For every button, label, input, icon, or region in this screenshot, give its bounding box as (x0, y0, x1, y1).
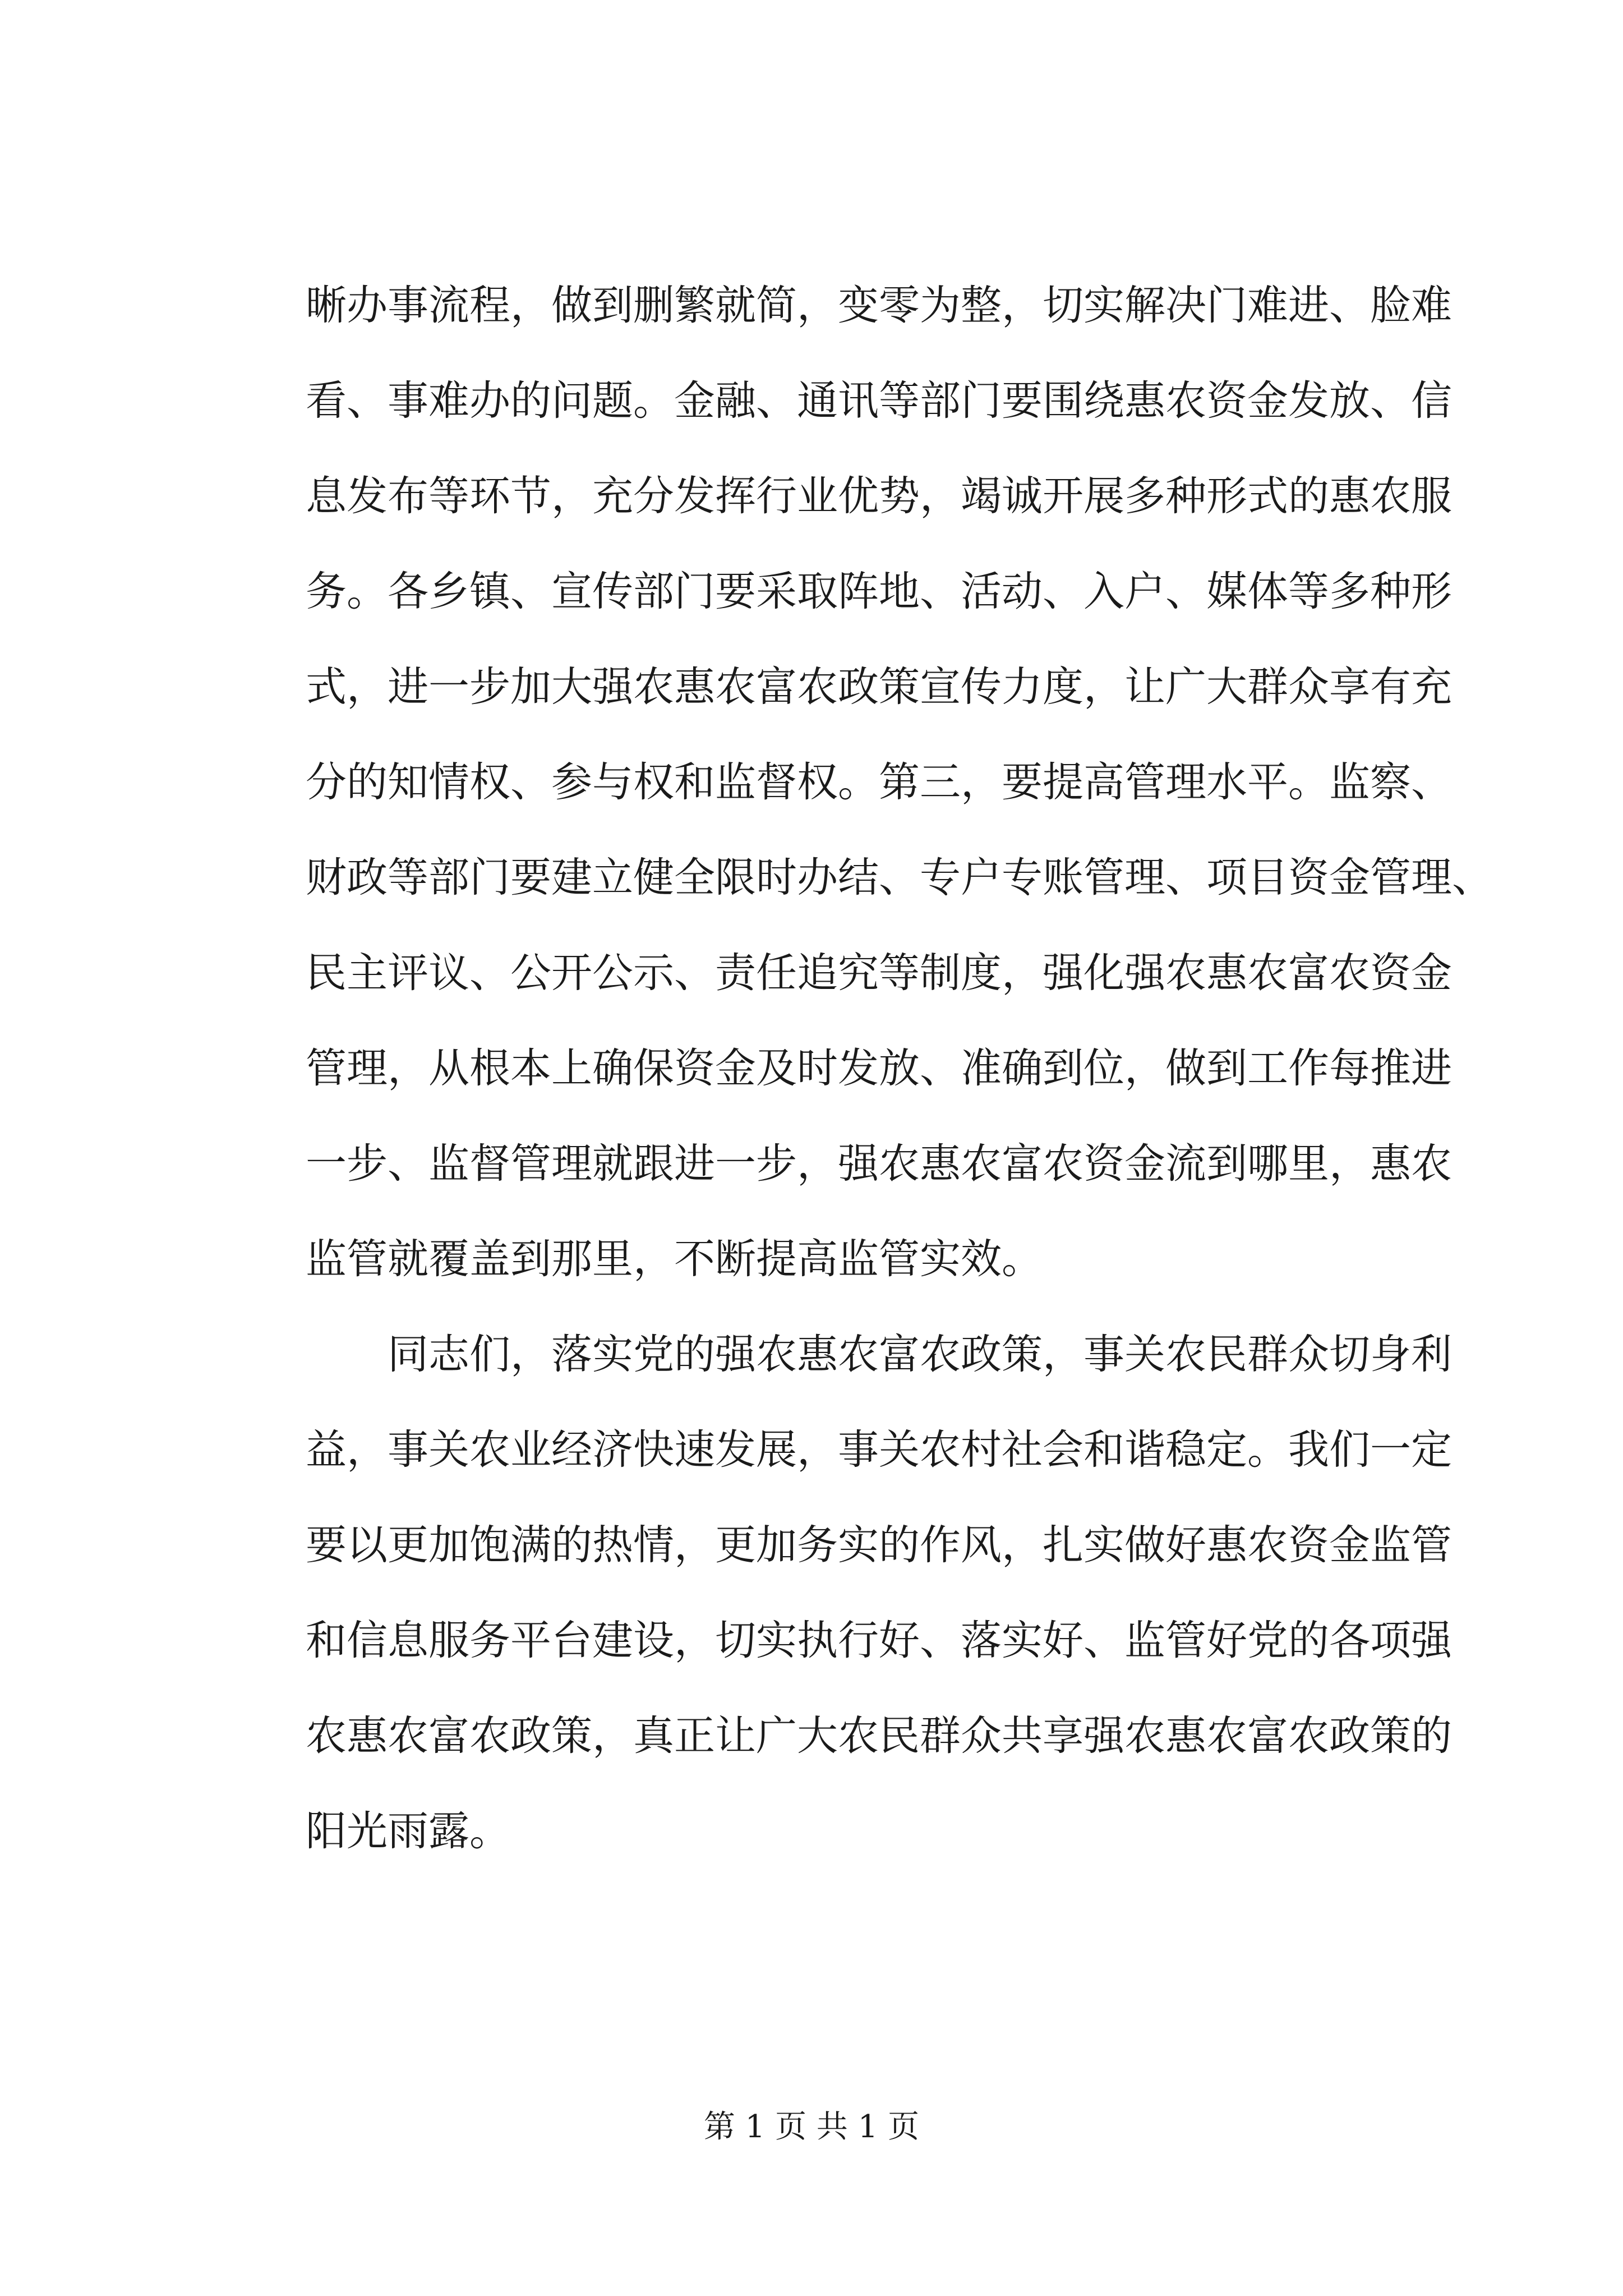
text-line: 民主评议、公开公示、责任追究等制度，强化强农惠农富农资金 (306, 949, 1452, 997)
page-number: 第 1 页 共 1 页 (703, 2109, 920, 2145)
text-line: 一步、监督管理就跟进一步，强农惠农富农资金流到哪里，惠农 (306, 1140, 1452, 1188)
text-line: 式，进一步加大强农惠农富农政策宣传力度，让广大群众享有充 (306, 663, 1452, 711)
text-line: 息发布等环节，充分发挥行业优势，竭诚开展多种形式的惠农服 (306, 472, 1452, 520)
text-line: 晰办事流程，做到删繁就简，变零为整，切实解决门难进、脸难 (306, 282, 1452, 329)
text-line: 益，事关农业经济快速发展，事关农村社会和谐稳定。我们一定 (306, 1426, 1452, 1474)
text-line: 财政等部门要建立健全限时办结、专户专账管理、项目资金管理、 (306, 854, 1493, 901)
text-line: 要以更加饱满的热情，更加务实的作风，扎实做好惠农资金监管 (306, 1521, 1452, 1569)
text-line: 管理，从根本上确保资金及时发放、准确到位，做到工作每推进 (306, 1045, 1452, 1092)
text-line: 和信息服务平台建设，切实执行好、落实好、监管好党的各项强 (306, 1617, 1452, 1664)
text-line: 务。各乡镇、宣传部门要采取阵地、活动、入户、媒体等多种形 (306, 568, 1452, 615)
text-line: 同志们，落实党的强农惠农富农政策，事关农民群众切身利 (388, 1331, 1452, 1378)
text-line: 农惠农富农政策，真正让广大农民群众共享强农惠农富农政策的 (306, 1712, 1452, 1760)
paragraph-1 (306, 258, 1493, 1307)
text-line: 监管就覆盖到那里，不断提高监管实效。 (306, 1235, 1043, 1283)
paragraph-2 (306, 1307, 1452, 1879)
document-body (306, 258, 1493, 1879)
text-line: 阳光雨露。 (306, 1807, 510, 1855)
text-line: 看、事难办的问题。金融、通讯等部门要围绕惠农资金发放、信 (306, 377, 1452, 425)
text-line: 分的知情权、参与权和监督权。第三，要提高管理水平。监察、 (306, 758, 1452, 806)
page-footer (0, 2105, 1623, 2150)
